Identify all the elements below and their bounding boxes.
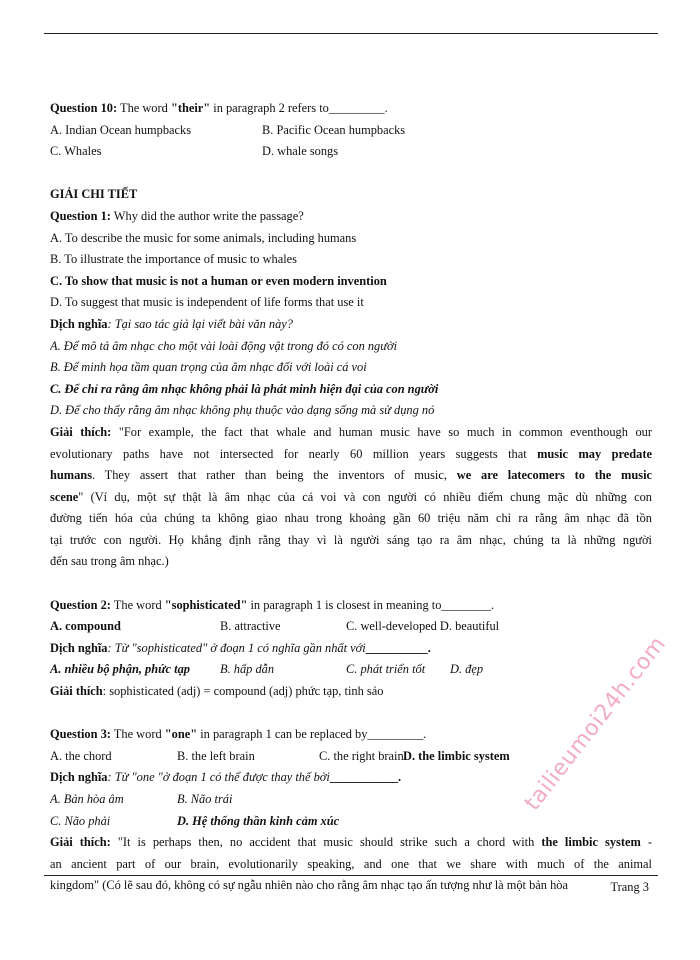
watermark: tailieumoi24h.com	[520, 631, 672, 816]
q2-translation-b: B. hấp dẫn	[220, 662, 275, 677]
q1-translation-b: B. Để minh họa tầm quan trọng của âm nhạc đối với loài cá voi	[50, 360, 367, 375]
q3-translation-a: A. Bản hòa âm	[50, 792, 124, 806]
q3-option-b: B. the left brain	[177, 748, 255, 763]
q3-translation-d-correct: D. Hệ thống thần kinh cảm xúc	[177, 813, 340, 828]
q2-explanation: Giải thích: sophisticated (adj) = compound (adj) phức tạp, tinh sảo	[50, 684, 384, 699]
q1-explanation-line-1: Giải thích: "For example, the fact that whale and human music have so much in common eventhough our	[50, 424, 652, 439]
q1-option-a: A. To describe the music for some animals, including humans	[50, 230, 357, 245]
q1-translation-stem: Dịch nghĩa: Tại sao tác giả lại viết bài văn này?	[50, 316, 293, 331]
q2-translation-d: D. đẹp	[450, 662, 484, 677]
header-rule	[44, 33, 658, 34]
q1-option-c-correct: C. To show that music is not a human or even modern invention	[50, 273, 387, 288]
q2-translation-stem: Dịch nghĩa: Từ "sophisticated" ở đoạn 1 có nghĩa gần nhất với__________.	[50, 640, 431, 655]
q1-explanation-line-7: đến sau trong âm nhạc.)	[50, 554, 169, 569]
q2-stem: Question 2: The word "sophisticated" in paragraph 1 is closest in meaning to________.	[50, 597, 495, 612]
q3-translations-row-2	[50, 811, 652, 833]
q10-option-c: C. Whales	[50, 144, 102, 159]
q3-option-a: A. the chord	[50, 748, 112, 763]
q1-stem: Question 1: Why did the author write the passage?	[50, 208, 304, 223]
q1-option-b: B. To illustrate the importance of music to whales	[50, 252, 298, 267]
q2-translations	[50, 659, 652, 681]
q10-option-d: D. whale songs	[262, 144, 339, 159]
section-title: GIẢI CHI TIẾT	[50, 187, 138, 202]
q3-explanation-line-3: kingdom" (Có lẽ sau đó, không có sự ngẫu nhiên nào cho rằng âm nhạc tạo ấn tượng như là một bản hòa	[50, 878, 568, 893]
q10-option-a: A. Indian Ocean humpbacks	[50, 122, 192, 137]
q1-explanation-line-2: evolutionary paths have not intersected for nearly 60 million years suggests that music may predate	[50, 446, 652, 461]
footer-rule	[44, 875, 658, 876]
q1-translation-a: A. Để mô tả âm nhạc cho một vài loài động vật trong đó có con người	[50, 338, 398, 353]
q2-options	[50, 616, 652, 638]
q1-explanation-line-5: đường tiến hóa của chúng ta không giao nhau trong khoảng gần 60 triệu năm chỉ ra rằng âm nhạc đã tồn	[50, 511, 652, 526]
q3-explanation-line-1: Giải thích: "It is perhaps then, no accident that music should strike such a chord with the limbic system -	[50, 835, 652, 850]
q3-translations-row-1	[50, 789, 652, 811]
q3-translation-c: C. Não phải	[50, 813, 111, 828]
q1-explanation-line-3: humans. They assert that rather than being the inventors of music, we are latecomers to the music	[50, 468, 652, 483]
q3-translation-stem: Dịch nghĩa: Từ "one "ở đoạn 1 có thể được thay thế bởi___________.	[50, 770, 402, 785]
q3-option-c: C. the right brain	[319, 748, 404, 763]
q1-option-d: D. To suggest that music is independent of life forms that use it	[50, 295, 364, 310]
q1-translation-c-correct: C. Để chỉ ra rằng âm nhạc không phải là phát minh hiện đại của con người	[50, 381, 439, 396]
q3-translation-b: B. Não trái	[177, 792, 233, 806]
q2-option-a-correct: A. compound	[50, 619, 121, 634]
q10-option-b: B. Pacific Ocean humpbacks	[262, 122, 406, 137]
q10-stem: Question 10: The word "their" in paragraph 2 refers to_________.	[50, 101, 388, 115]
q3-explanation-line-2: an ancient part of our brain, evolutionarily speaking, and one that we share with much of the animal	[50, 856, 652, 871]
q2-option-b: B. attractive	[220, 619, 281, 634]
q1-explanation-line-4: scene" (Ví dụ, một sự thật là âm nhạc của cá voi và con người có nhiều điểm chung mặc dù những con	[50, 489, 652, 504]
page-number: Trang 3	[610, 880, 649, 894]
q1-translation-d: D. Để cho thấy rằng âm nhạc không phụ thuộc vào dạng sống mà sử dụng nó	[50, 403, 435, 418]
q10-options-row-2	[50, 141, 652, 163]
q10-options-row-1	[50, 120, 652, 142]
q3-stem: Question 3: The word "one" in paragraph 1 can be replaced by_________.	[50, 727, 427, 742]
q1-explanation-line-6: tại trước con người. Họ khẳng định rằng thay vì là người sáng tạo ra âm nhạc, chúng ta là những người	[50, 532, 652, 547]
q2-translation-a-correct: A. nhiều bộ phận, phức tạp	[50, 662, 190, 677]
q2-option-cd: C. well-developed D. beautiful	[346, 619, 500, 634]
q2-translation-c: C. phát triển tốt	[346, 662, 426, 677]
q3-option-d-correct: D. the limbic system	[403, 748, 510, 763]
